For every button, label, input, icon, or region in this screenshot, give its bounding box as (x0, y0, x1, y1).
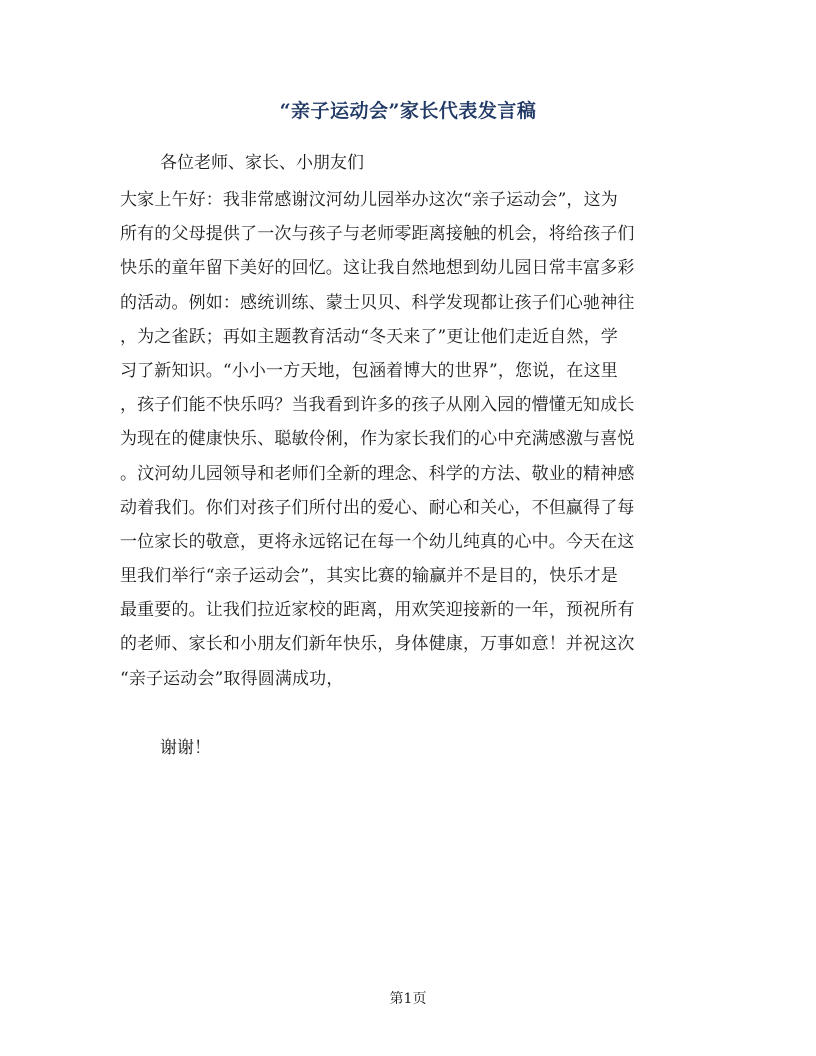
closing-line: 谢谢！ (160, 738, 211, 758)
body-line: 。汶河幼儿园领导和老师们全新的理念、科学的方法、敬业的精神感 (120, 463, 635, 484)
body-line: “亲子运动会”取得圆满成功， (120, 668, 344, 689)
body-line: 习了新知识。“小小一方天地，包涵着博大的世界”，您说，在这里 (120, 360, 618, 381)
body-line: 里我们举行“亲子运动会”，其实比赛的输赢并不是目的，快乐才是 (120, 566, 618, 587)
body-line: 的活动。例如：感统训练、蒙士贝贝、科学发现都让孩子们心驰神往 (120, 292, 635, 313)
body-line: 最重要的。让我们拉近家校的距离，用欢笑迎接新的一年，预祝所有 (120, 600, 635, 621)
greeting-line: 各位老师、家长、小朋友们 (160, 153, 364, 173)
document-title: “亲子运动会”家长代表发言稿 (279, 100, 537, 122)
body-line: 大家上午好：我非常感谢汶河幼儿园举办这次“亲子运动会”，这为 (120, 190, 618, 210)
body-line: 所有的父母提供了一次与孩子与老师零距离接触的机会，将给孩子们 (120, 224, 635, 245)
body-line: ，为之雀跃；再如主题教育活动“冬天来了”更让他们走近自然，学 (120, 326, 618, 347)
body-paragraph (120, 183, 700, 696)
page-footer: 第1页 (389, 991, 427, 1007)
body-line: 的老师、家长和小朋友们新年快乐，身体健康，万事如意！并祝这次 (120, 634, 635, 655)
body-line: 动着我们。你们对孩子们所付出的爱心、耐心和关心，不但赢得了每 (120, 497, 635, 518)
body-line: 一位家长的敬意，更将永远铭记在每一个幼儿纯真的心中。今天在这 (120, 531, 635, 552)
body-line: 为现在的健康快乐、聪敏伶俐，作为家长我们的心中充满感激与喜悦 (120, 429, 635, 450)
body-line: 快乐的童年留下美好的回忆。这让我自然地想到幼儿园日常丰富多彩 (120, 258, 635, 279)
body-line: ，孩子们能不快乐吗？当我看到许多的孩子从刚入园的懵懂无知成长 (120, 395, 635, 416)
